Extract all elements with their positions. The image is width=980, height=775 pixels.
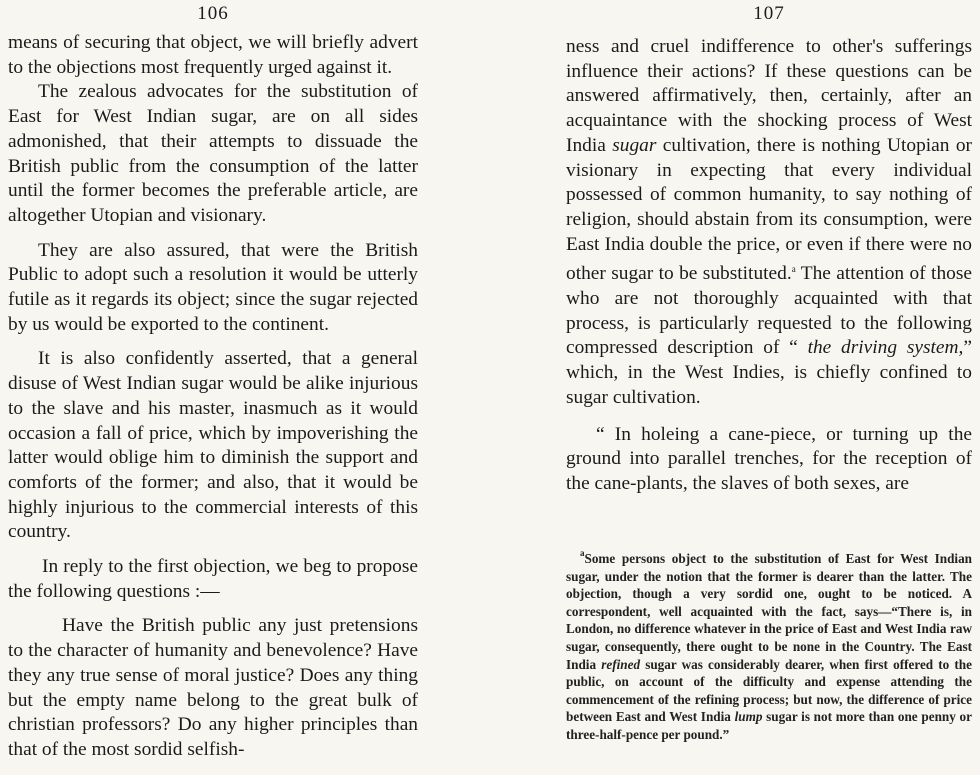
text-run: sugar was considerably dearer, when first offered to the public, on account of the difficulty and expense attending the commencement of the refining process; but now, the difference of price between East and West India bbox=[566, 656, 972, 725]
page-number-right: 107 bbox=[753, 3, 785, 24]
text-run-italic: the driving system, bbox=[807, 337, 964, 359]
left-page-body bbox=[8, 31, 418, 763]
right-page bbox=[566, 0, 972, 775]
footnote bbox=[566, 545, 972, 744]
text-run: ” which, in the West Indies, is chiefly confined to sugar cultivation. bbox=[566, 337, 972, 408]
paragraph: Have the British public any just pretensions to the character of humanity and benevolence? Have they any true sense of moral justice? Does any thing but the empty name belong to the great bulk of christian professors? Do any higher principles than that of the most sordid selfish- bbox=[8, 615, 418, 760]
paragraph: means of securing that object, we will briefly advert to the objections most frequently urged against it. bbox=[8, 32, 418, 78]
paragraph bbox=[566, 35, 972, 411]
text-run: cultivation, there is nothing Utopian or visionary in expecting that every individual possessed of common humanity, to say nothing of religion, should abstain from its consumption, were East India double the price, or even if there were no other sugar to be substituted. bbox=[566, 134, 972, 285]
text-run: ness and cruel indifference to other's sufferings influence their actions? If these questions can be answered affirmatively, then, certainly, after an acquaintance with the shocking process of West India bbox=[566, 36, 972, 156]
text-run: Some persons object to the substitution of East for West Indian sugar, under the notion that the former is dearer than the latter. The objection, though a very sordid one, ought to be noticed. A correspondent, well acquainted with the fact, says—“There is, in London, no difference whatever in the price of East and West India raw sugar, consequently, there ought to be none in the Country. The East India bbox=[566, 551, 972, 672]
text-run-italic: refined bbox=[601, 656, 641, 672]
paragraph: It is also confidently asserted, that a general disuse of West Indian sugar would be alike injurious to the slave and his master, inasmuch as it would occasion a fall of price, which by impoverishing the latter would oblige him to diminish the support and comforts of the former; and also, that it would be highly injurious to the commercial interests of this country. bbox=[8, 348, 418, 543]
right-page-body bbox=[566, 35, 972, 497]
page-number-left: 106 bbox=[197, 3, 229, 24]
text-run: sugar is not more than one penny or three-half-pence per pound.” bbox=[566, 709, 972, 742]
footnote-text bbox=[566, 545, 972, 744]
paragraph: The zealous advocates for the substitution of East for West Indian sugar, are on all sides admonished, that their attempts to dissuade the British public from the consumption of the latter until the former becomes the preferable article, are altogether Utopian and visionary. bbox=[8, 81, 418, 226]
paragraph: “ In holeing a cane-piece, or turning up the ground into parallel trenches, for the reception of the cane-plants, the slaves of both sexes, are bbox=[566, 423, 972, 494]
text-run-italic: lump bbox=[734, 709, 763, 725]
paragraph: They are also assured, that were the British Public to adopt such a resolution it would be utterly futile as it regards its object; since the sugar rejected by us would be exported to the continent. bbox=[8, 239, 418, 335]
paragraph: In reply to the first objection, we beg to propose the following questions :— bbox=[8, 556, 418, 602]
footnote-marker: a bbox=[791, 264, 796, 275]
left-page bbox=[8, 0, 418, 775]
footnote-marker: a bbox=[580, 548, 585, 558]
text-run: The attention of those who are not thoroughly acquainted with that process, is particularly requested to the following compressed description of “ bbox=[566, 263, 972, 359]
text-run-italic: sugar bbox=[612, 134, 657, 156]
